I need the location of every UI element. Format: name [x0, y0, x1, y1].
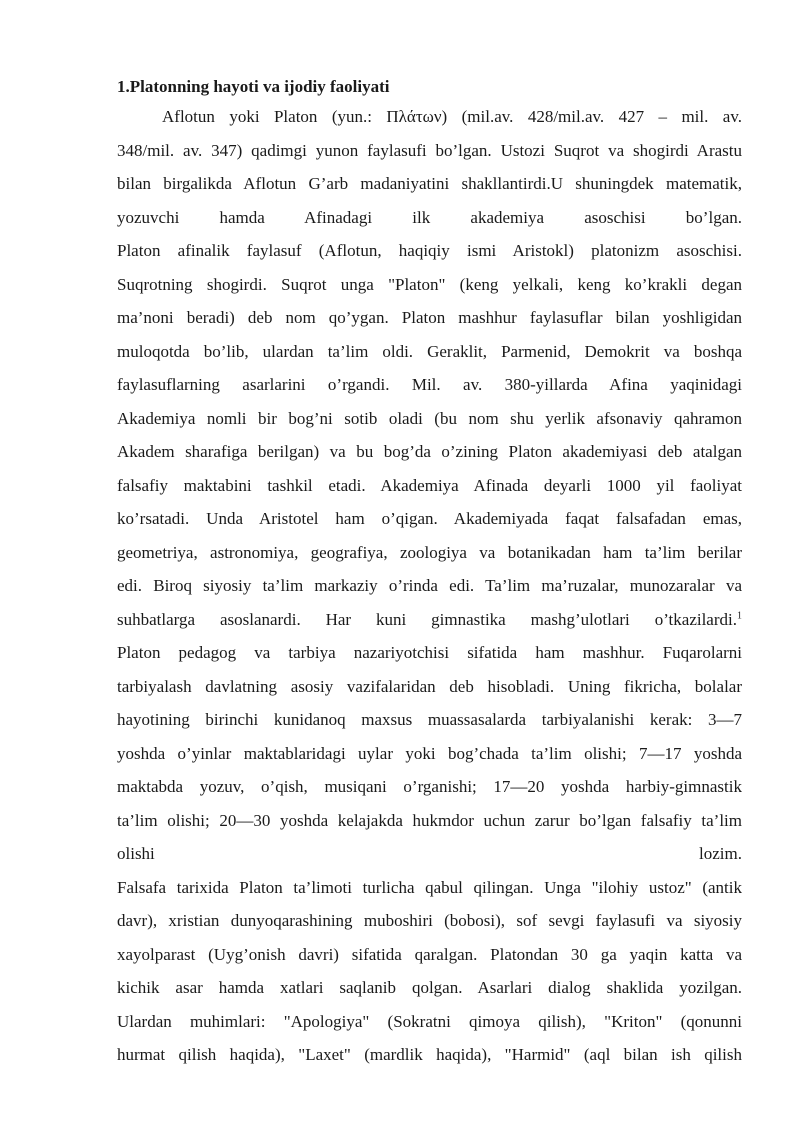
text-line: ta’lim olishi; 20—30 yoshda kelajakda hukmdor uchun zarur bo’lgan falsafiy ta’lim: [117, 810, 742, 830]
footnote-reference[interactable]: 1: [737, 609, 742, 621]
body-text: [117, 100, 742, 1072]
text-line: Akademiya nomli bir bog’ni sotib oladi (bu nom shu yerlik afsonaviy qahramon: [117, 408, 742, 428]
text-line: bilan birgalikda Aflotun G’arb madaniyatini shakllantirdi.U shuningdek matematik,: [117, 174, 742, 193]
text-line: yozuvchi hamda Afinadagi ilk akademiya asoschisi bo’lgan.: [117, 207, 742, 227]
text-line-with-footnote: [117, 603, 742, 637]
text-line: faylasuflarning asarlarini o’rgandi. Mil. av. 380-yillarda Afina yaqinidagi: [117, 375, 742, 394]
text-line: maktabda yozuv, o’qish, musiqani o’rganishi; 17—20 yoshda harbiy-gimnastik: [117, 777, 742, 796]
text-line: hayotining birinchi kunidanoq maxsus muassasalarda tarbiyalanishi kerak: 3—7: [117, 710, 742, 729]
text-line: davr), xristian dunyoqarashining muboshiri (bobosi), sof sevgi faylasufi va siyosiy: [117, 911, 742, 930]
text-line: 348/mil. av. 347) qadimgi yunon faylasufi bo’lgan. Ustozi Suqrot va shogirdi Arastu: [117, 140, 742, 160]
text-line: geometriya, astronomiya, geografiya, zoologiya va botanikadan ham ta’lim berilar: [117, 542, 742, 562]
text-line: muloqotda bo’lib, ulardan ta’lim oldi. Geraklit, Parmenid, Demokrit va boshqa: [117, 341, 742, 361]
text-line: Platon afinalik faylasuf (Aflotun, haqiqiy ismi Aristokl) platonizm asoschisi.: [117, 241, 742, 260]
text-line: kichik asar hamda xatlari saqlanib qolgan. Asarlari dialog shaklida yozilgan.: [117, 978, 742, 997]
text-line: Platon pedagog va tarbiya nazariyotchisi sifatida ham mashhur. Fuqarolarni: [117, 643, 742, 662]
text-line: ko’rsatadi. Unda Aristotel ham o’qigan. Akademiyada faqat falsafadan emas,: [117, 509, 742, 528]
text-line: Ulardan muhimlari: "Apologiya" (Sokratni qimoya qilish), "Kriton" (qonunni: [117, 1011, 742, 1031]
text-line: ma’noni beradi) deb nom qo’ygan. Platon mashhur faylasuflar bilan yoshligidan: [117, 308, 742, 327]
text-line: tarbiyalash davlatning asosiy vazifalaridan deb hisobladi. Uning fikricha, bolalar: [117, 676, 742, 696]
text-line: suhbatlarga asoslanardi. Har kuni gimnastika mashg’ulotlari o’tkazilardi.: [117, 609, 737, 629]
text-line: xayolparast (Uyg’onish davri) sifatida qaralgan. Platondan 30 ga yaqin katta va: [117, 944, 742, 964]
text-line: hurmat qilish haqida), "Laxet" (mardlik haqida), "Harmid" (aql bilan ish qilish: [117, 1045, 742, 1064]
text-line: falsafiy maktabini tashkil etadi. Akademiya Afinada deyarli 1000 yil faoliyat: [117, 475, 742, 495]
text-line: Suqrotning shogirdi. Suqrot unga "Platon" (keng yelkali, keng ko’krakli degan: [117, 274, 742, 294]
section-heading: 1.Platonning hayoti va ijodiy faoliyati: [117, 77, 390, 96]
text-line: Akadem sharafiga berilgan) va bu bog’da o’zining Platon akademiyasi deb atalgan: [117, 442, 742, 461]
text-line: olishi lozim.: [117, 844, 742, 863]
text-line: edi. Biroq siyosiy ta’lim markaziy o’rinda edi. Ta’lim ma’ruzalar, munozaralar va: [117, 576, 742, 595]
text-line: Aflotun yoki Platon (yun.: Πλάτων) (mil.av. 428/mil.av. 427 – mil. av.: [162, 107, 742, 126]
text-line: Falsafa tarixida Platon ta’limoti turlicha qabul qilingan. Unga "ilohiy ustoz" (antik: [117, 877, 742, 897]
text-line: yoshda o’yinlar maktablaridagi uylar yoki bog’chada ta’lim olishi; 7—17 yoshda: [117, 743, 742, 763]
